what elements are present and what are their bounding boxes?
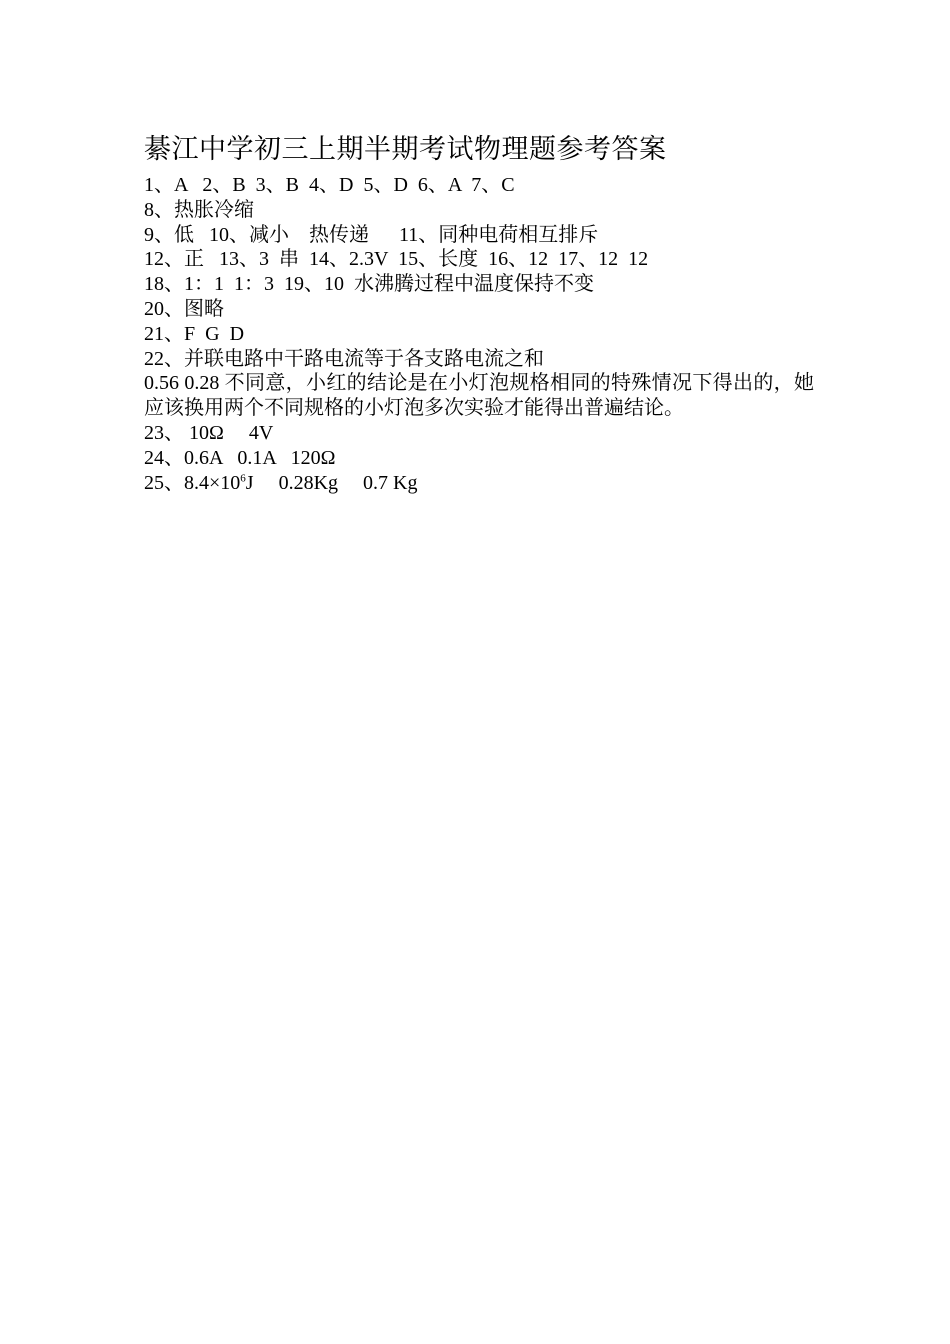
answer-line-21: 21、F G D bbox=[144, 322, 245, 345]
answer-line-18-19: 18、1：1 1：3 19、10 水沸腾过程中温度保持不变 bbox=[144, 273, 594, 296]
page-title: 綦江中学初三上期半期考试物理题参考答案 bbox=[144, 134, 667, 164]
answer-line-20: 20、图略 bbox=[144, 297, 224, 320]
answer-paragraph-22-explanation: 0.56 0.28 不同意，小红的结论是在小灯泡规格相同的特殊情况下得出的，她应该换用两个不同规格的小灯泡多次实验才能得出普遍结论。 bbox=[144, 372, 814, 420]
answer-25-suffix: J 0.28Kg 0.7 Kg bbox=[245, 471, 418, 494]
answer-line-24: 24、0.6A 0.1A 120Ω bbox=[144, 446, 336, 469]
document-body bbox=[144, 131, 814, 495]
answer-25-prefix: 25、8.4×10 bbox=[144, 471, 241, 494]
answer-line-25 bbox=[144, 471, 814, 496]
answer-line-23: 23、 10Ω 4V bbox=[144, 421, 274, 444]
answer-line-12-17: 12、正 13、3 串 14、2.3V 15、长度 16、12 17、12 12 bbox=[144, 248, 649, 271]
answer-line-22: 22、并联电路中干路电流等于各支路电流之和 bbox=[144, 347, 544, 370]
answer-line-1-7: 1、A 2、B 3、B 4、D 5、D 6、A 7、C bbox=[144, 174, 515, 196]
answer-line-8: 8、热胀冷缩 bbox=[144, 198, 254, 221]
answer-line-9-11: 9、低 10、减小 热传递 11、同种电荷相互排斥 bbox=[144, 223, 599, 246]
answer-25-exponent: 6 bbox=[240, 471, 246, 484]
